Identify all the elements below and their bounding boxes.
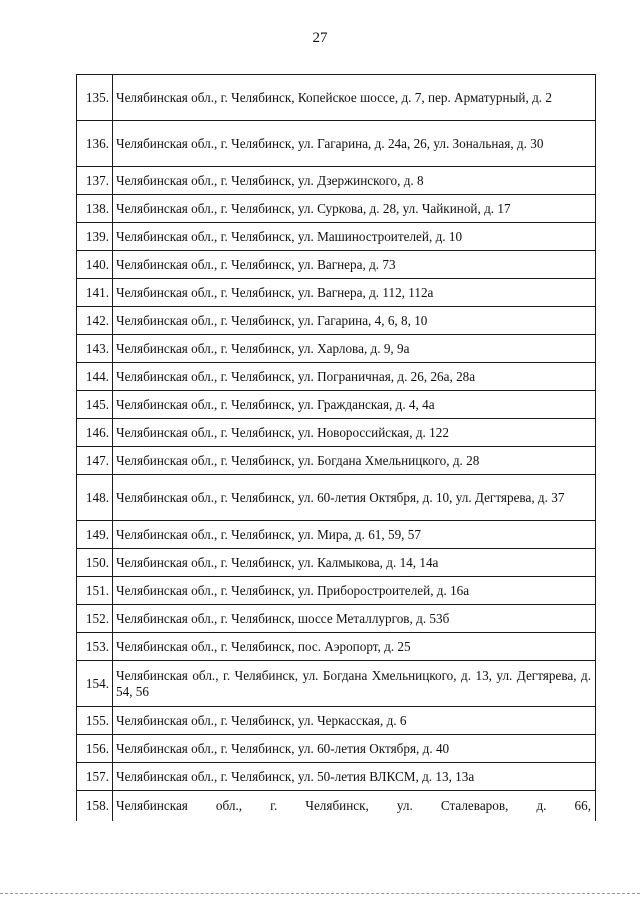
row-number: 148. <box>77 475 113 521</box>
table-row <box>77 661 596 707</box>
address-table <box>76 74 596 821</box>
row-address: Челябинская обл., г. Челябинск, ул. Вагнера, д. 73 <box>113 251 596 279</box>
row-number: 157. <box>77 763 113 791</box>
table-row <box>77 279 596 307</box>
row-address: Челябинская обл., г. Челябинск, ул. Мира, д. 61, 59, 57 <box>113 521 596 549</box>
row-address: Челябинская обл., г. Челябинск, ул. Пограничная, д. 26, 26а, 28а <box>113 363 596 391</box>
table-row <box>77 363 596 391</box>
table-row <box>77 605 596 633</box>
table-row <box>77 75 596 121</box>
row-address: Челябинская обл., г. Челябинск, ул. Гражданская, д. 4, 4а <box>113 391 596 419</box>
row-address: Челябинская обл., г. Челябинск, ул. 50-летия ВЛКСМ, д. 13, 13а <box>113 763 596 791</box>
table-row <box>77 167 596 195</box>
row-number: 137. <box>77 167 113 195</box>
row-number: 141. <box>77 279 113 307</box>
row-address: Челябинская обл., г. Челябинск, пос. Аэропорт, д. 25 <box>113 633 596 661</box>
table-row <box>77 447 596 475</box>
table-row <box>77 707 596 735</box>
row-number: 147. <box>77 447 113 475</box>
table-row <box>77 121 596 167</box>
row-number: 154. <box>77 661 113 707</box>
row-number: 142. <box>77 307 113 335</box>
row-number: 152. <box>77 605 113 633</box>
row-address: Челябинская обл., г. Челябинск, ул. Дзержинского, д. 8 <box>113 167 596 195</box>
table-row <box>77 335 596 363</box>
table-row <box>77 419 596 447</box>
table-row <box>77 521 596 549</box>
table-row <box>77 791 596 821</box>
row-number: 145. <box>77 391 113 419</box>
row-address: Челябинская обл., г. Челябинск, Копейское шоссе, д. 7, пер. Арматурный, д. 2 <box>113 75 596 121</box>
table-row <box>77 475 596 521</box>
row-number: 146. <box>77 419 113 447</box>
row-address: Челябинская обл., г. Челябинск, ул. Суркова, д. 28, ул. Чайкиной, д. 17 <box>113 195 596 223</box>
row-number: 156. <box>77 735 113 763</box>
row-address: Челябинская обл., г. Челябинск, ул. Гагарина, д. 24а, 26, ул. Зональная, д. 30 <box>113 121 596 167</box>
table-row <box>77 763 596 791</box>
row-address: Челябинская обл., г. Челябинск, ул. Сталеваров, д. 66, <box>113 791 596 821</box>
row-number: 140. <box>77 251 113 279</box>
row-address: Челябинская обл., г. Челябинск, шоссе Металлургов, д. 53б <box>113 605 596 633</box>
row-address: Челябинская обл., г. Челябинск, ул. Гагарина, 4, 6, 8, 10 <box>113 307 596 335</box>
row-address: Челябинская обл., г. Челябинск, ул. 60-летия Октября, д. 40 <box>113 735 596 763</box>
page-bottom-divider <box>0 893 640 894</box>
row-number: 155. <box>77 707 113 735</box>
row-address: Челябинская обл., г. Челябинск, ул. Богдана Хмельницкого, д. 13, ул. Дегтярева, д. 54, 56 <box>113 661 596 707</box>
row-address: Челябинская обл., г. Челябинск, ул. Черкасская, д. 6 <box>113 707 596 735</box>
row-number: 143. <box>77 335 113 363</box>
row-address: Челябинская обл., г. Челябинск, ул. Машиностроителей, д. 10 <box>113 223 596 251</box>
row-number: 158. <box>77 791 113 821</box>
table-row <box>77 195 596 223</box>
table-row <box>77 577 596 605</box>
table-row <box>77 735 596 763</box>
page-number: 27 <box>312 30 328 46</box>
row-address: Челябинская обл., г. Челябинск, ул. 60-летия Октября, д. 10, ул. Дегтярева, д. 37 <box>113 475 596 521</box>
row-number: 153. <box>77 633 113 661</box>
table-row <box>77 307 596 335</box>
table-row <box>77 391 596 419</box>
row-number: 136. <box>77 121 113 167</box>
table-row <box>77 251 596 279</box>
table-row <box>77 633 596 661</box>
row-address: Челябинская обл., г. Челябинск, ул. Харлова, д. 9, 9а <box>113 335 596 363</box>
row-address: Челябинская обл., г. Челябинск, ул. Калмыкова, д. 14, 14а <box>113 549 596 577</box>
table-row <box>77 223 596 251</box>
table-row <box>77 549 596 577</box>
row-number: 151. <box>77 577 113 605</box>
row-number: 144. <box>77 363 113 391</box>
row-number: 150. <box>77 549 113 577</box>
row-number: 138. <box>77 195 113 223</box>
row-address: Челябинская обл., г. Челябинск, ул. Богдана Хмельницкого, д. 28 <box>113 447 596 475</box>
row-address: Челябинская обл., г. Челябинск, ул. Вагнера, д. 112, 112а <box>113 279 596 307</box>
row-number: 149. <box>77 521 113 549</box>
row-address: Челябинская обл., г. Челябинск, ул. Новороссийская, д. 122 <box>113 419 596 447</box>
row-number: 139. <box>77 223 113 251</box>
row-address: Челябинская обл., г. Челябинск, ул. Приборостроителей, д. 16а <box>113 577 596 605</box>
row-number: 135. <box>77 75 113 121</box>
